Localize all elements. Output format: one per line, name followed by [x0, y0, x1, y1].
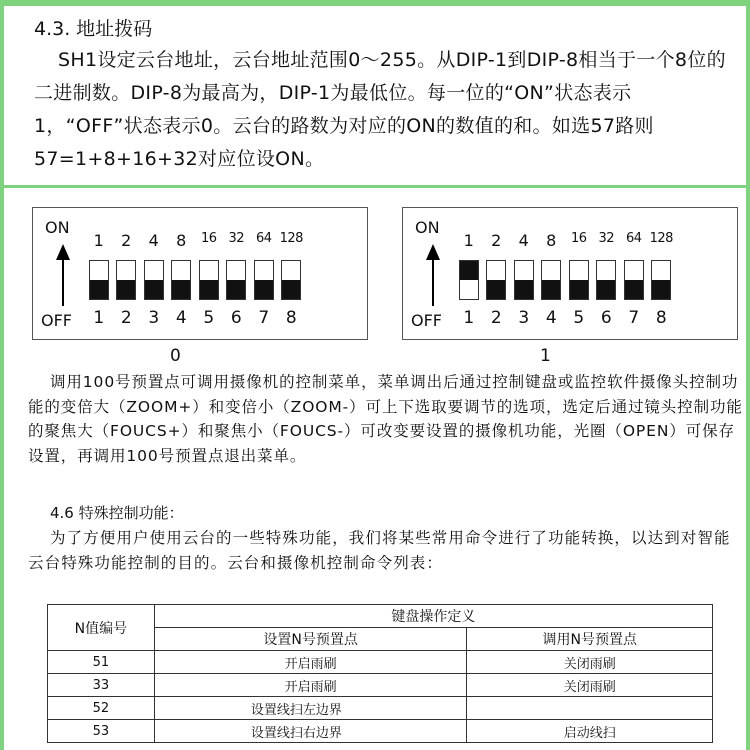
dip-switch-diagram-0 [32, 207, 368, 340]
cell-n: 51 [48, 651, 155, 674]
cell-n: 33 [48, 674, 155, 697]
switch-number: 1 [93, 308, 105, 328]
dip-switch [199, 260, 219, 300]
special-paragraph [28, 526, 744, 575]
dip-caption-1: 1 [540, 346, 551, 366]
cell-n: 52 [48, 697, 155, 720]
header-call: 调用N号预置点 [467, 628, 713, 651]
dip-switch-lever [652, 280, 670, 299]
dip-switch-lever [282, 280, 300, 299]
table-row [48, 651, 713, 674]
off-label: OFF [41, 311, 72, 330]
switch-number: 7 [628, 308, 640, 328]
dip-switch-lever [227, 280, 245, 299]
header-n: N值编号 [48, 605, 155, 651]
intro-paragraph-text: SH1设定云台地址，云台地址范围0～255。从DIP-1到DIP-8相当于一个8位的二进制数。DIP-8为最高为，DIP-1为最低位。每一位的“ON”状态表示1，“OFF”状态表示0。云台的路数为对应的ON的数值的和。如选57路则57=1+8+16+32对应位设ON。 [34, 49, 726, 170]
switch-number: 3 [148, 308, 160, 328]
dip-switch [116, 260, 136, 300]
switch-number: 5 [203, 308, 215, 328]
dip-switch-lever [90, 280, 108, 299]
dip-switch-diagram-1 [402, 207, 738, 340]
off-label: OFF [411, 311, 442, 330]
switch-number: 2 [120, 308, 132, 328]
dip-switch [541, 260, 561, 300]
dip-switch [486, 260, 506, 300]
switch-number: 6 [600, 308, 612, 328]
command-table [47, 604, 713, 743]
bit-value: 4 [518, 231, 529, 250]
menu-paragraph [28, 370, 744, 468]
bit-value: 2 [121, 231, 132, 250]
arrow-shaft [62, 258, 64, 306]
dip-switch [569, 260, 589, 300]
right-frame-bar [746, 0, 750, 750]
dip-switch-lever [460, 261, 478, 280]
dip-switch [254, 260, 274, 300]
switch-number: 8 [285, 308, 297, 328]
bit-value: 16 [200, 231, 217, 246]
dip-switch [144, 260, 164, 300]
bit-value: 8 [176, 231, 187, 250]
dip-switch-lever [487, 280, 505, 299]
switch-number: 4 [175, 308, 187, 328]
dip-switch [281, 260, 301, 300]
section-heading: 4.3. 地址拨码 [34, 18, 153, 40]
bit-value: 32 [228, 231, 245, 246]
special-heading: 4.6 特殊控制功能： [50, 504, 184, 522]
bit-value: 8 [546, 231, 557, 250]
left-frame-bar [0, 0, 4, 750]
bit-values [455, 231, 725, 250]
dip-switch-lever [515, 280, 533, 299]
dip-switch [596, 260, 616, 300]
bit-value: 128 [279, 231, 303, 246]
on-label: ON [45, 218, 70, 237]
arrow-shaft [432, 258, 434, 306]
intro-paragraph [34, 44, 740, 176]
cell-set: 开启雨刷 [154, 674, 467, 697]
switch-number: 1 [463, 308, 475, 328]
bit-value: 2 [491, 231, 502, 250]
switch-number: 6 [230, 308, 242, 328]
dip-switch-lever [625, 280, 643, 299]
switch-number: 2 [490, 308, 502, 328]
switch-number: 8 [655, 308, 667, 328]
cell-call: 关闭雨刷 [467, 651, 713, 674]
bit-value: 4 [148, 231, 159, 250]
bit-value: 64 [625, 231, 642, 246]
dip-switch [514, 260, 534, 300]
switch-row [85, 260, 355, 300]
switch-number: 7 [258, 308, 270, 328]
bit-values [85, 231, 355, 250]
section-divider [0, 185, 750, 188]
on-label: ON [415, 218, 440, 237]
dip-switch-lever [117, 280, 135, 299]
switch-numbers [455, 308, 725, 328]
dip-switch-lever [542, 280, 560, 299]
dip-switch [624, 260, 644, 300]
dip-switch [226, 260, 246, 300]
dip-switch-lever [597, 280, 615, 299]
dip-switch-lever [145, 280, 163, 299]
bit-value: 1 [93, 231, 104, 250]
switch-numbers [85, 308, 355, 328]
bit-value: 32 [598, 231, 615, 246]
dip-switch [171, 260, 191, 300]
cell-call: 启动线扫 [467, 720, 713, 743]
dip-switch-lever [255, 280, 273, 299]
bit-value: 64 [255, 231, 272, 246]
cell-n: 53 [48, 720, 155, 743]
dip-switch-lever [570, 280, 588, 299]
cell-set: 设置线扫右边界 [154, 720, 467, 743]
cell-set: 开启雨刷 [154, 651, 467, 674]
dip-switch [459, 260, 479, 300]
table-row [48, 720, 713, 743]
table-row [48, 674, 713, 697]
bit-value: 1 [463, 231, 474, 250]
header-set: 设置N号预置点 [154, 628, 467, 651]
switch-number: 4 [545, 308, 557, 328]
menu-paragraph-text: 调用100号预置点可调用摄像机的控制菜单，菜单调出后通过控制键盘或监控软件摄像头控制功能的变倍大（ZOOM+）和变倍小（ZOOM-）可上下选取要调节的选项，选定后通过镜头控制功能的聚焦大（FOUCS+）和聚焦小（FOUCS-）可改变要设置的摄像机功能，光圈（OPEN）可保存设置，再调用100号预置点退出菜单。 [28, 373, 743, 465]
bit-value: 16 [570, 231, 587, 246]
dip-caption-0: 0 [170, 346, 181, 366]
bit-value: 128 [649, 231, 673, 246]
dip-switch [651, 260, 671, 300]
special-paragraph-text: 为了方便用户使用云台的一些特殊功能，我们将某些常用命令进行了功能转换，以达到对智能云台特殊功能控制的目的。云台和摄像机控制命令列表： [28, 529, 731, 572]
dip-switch [89, 260, 109, 300]
switch-number: 5 [573, 308, 585, 328]
table-row [48, 697, 713, 720]
switch-number: 3 [518, 308, 530, 328]
cell-call [467, 697, 713, 720]
dip-switch-lever [200, 280, 218, 299]
top-frame-bar [0, 0, 750, 6]
cell-set: 设置线扫左边界 [154, 697, 467, 720]
cell-call: 关闭雨刷 [467, 674, 713, 697]
header-group: 键盘操作定义 [154, 605, 712, 628]
switch-row [455, 260, 725, 300]
dip-switch-lever [172, 280, 190, 299]
